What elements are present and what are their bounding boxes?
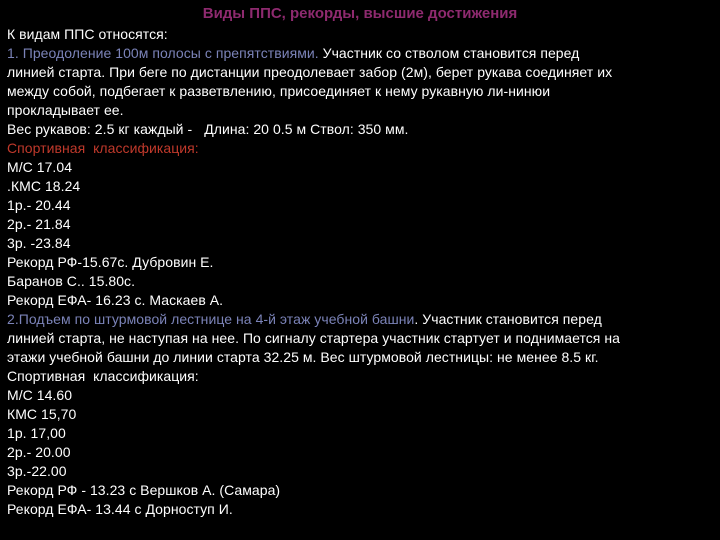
section1-classification-label: Спортивная классификация:: [7, 140, 199, 156]
section2-record: Рекорд ЕФА- 13.44 с Дорноступ И.: [7, 501, 233, 517]
section2-norm: 1р. 17,00: [7, 425, 66, 441]
intro-line: К видам ППС относятся:: [7, 26, 168, 42]
section2-heading: 2.Подъем по штурмовой лестнице на 4-й этаж учебной башни: [7, 311, 415, 327]
section1-equipment-hoses: Вес рукавов: 2.5 кг каждый -: [7, 121, 193, 137]
section2-norm: 2р.- 20.00: [7, 444, 71, 460]
section1-equipment-line: [7, 120, 713, 139]
section1-desc-line: линией старта. При беге по дистанции преодолевает забор (2м), берет рукава соединяет их: [7, 64, 613, 80]
section1-heading-tail: Участник со стволом становится перед: [318, 45, 580, 61]
slide-title: Виды ППС, рекорды, высшие достижения: [202, 5, 518, 22]
section1-desc-line: прокладывает ее.: [7, 102, 124, 118]
section2-heading-line: [7, 310, 713, 329]
section2-norm: 3р.-22.00: [7, 463, 67, 479]
section1-record: Баранов С.. 15.80с.: [7, 273, 136, 289]
section2-desc-line: линией старта, не наступая на нее. По сигналу стартера участник стартует и поднимается на: [7, 330, 620, 346]
section1-norm: 2р.- 21.84: [7, 216, 71, 232]
section2-norm: М/С 14.60: [7, 387, 73, 403]
slide-body: [7, 25, 713, 519]
section1-norm: М/С 17.04: [7, 159, 73, 175]
section2-classification-label: Спортивная классификация:: [7, 368, 199, 384]
section1-heading-line: [7, 44, 713, 63]
section1-record: Рекорд РФ-15.67с. Дубровин Е.: [7, 254, 214, 270]
section1-equipment-length: Длина: 20 0.5 м Ствол: 350 мм.: [204, 121, 409, 137]
section1-norm: 1р.- 20.44: [7, 197, 71, 213]
section1-record: Рекорд ЕФА- 16.23 с. Маскаев А.: [7, 292, 224, 308]
section1-desc-line: между собой, подбегает к разветвлению, присоединяет к нему рукавную ли-нинюи: [7, 83, 551, 99]
section1-norm: .КМС 18.24: [7, 178, 81, 194]
section1-heading: 1. Преодоление 100м полосы с препятствиями.: [7, 45, 319, 61]
section2-heading-tail: . Участник становится перед: [414, 311, 602, 327]
section1-norm: 3р. -23.84: [7, 235, 71, 251]
section2-norm: КМС 15,70: [7, 406, 77, 422]
section2-record: Рекорд РФ - 13.23 с Вершков А. (Самара): [7, 482, 281, 498]
section2-desc-line: этажи учебной башни до линии старта 32.25 м. Вес штурмовой лестницы: не менее 8.5 кг.: [7, 349, 599, 365]
